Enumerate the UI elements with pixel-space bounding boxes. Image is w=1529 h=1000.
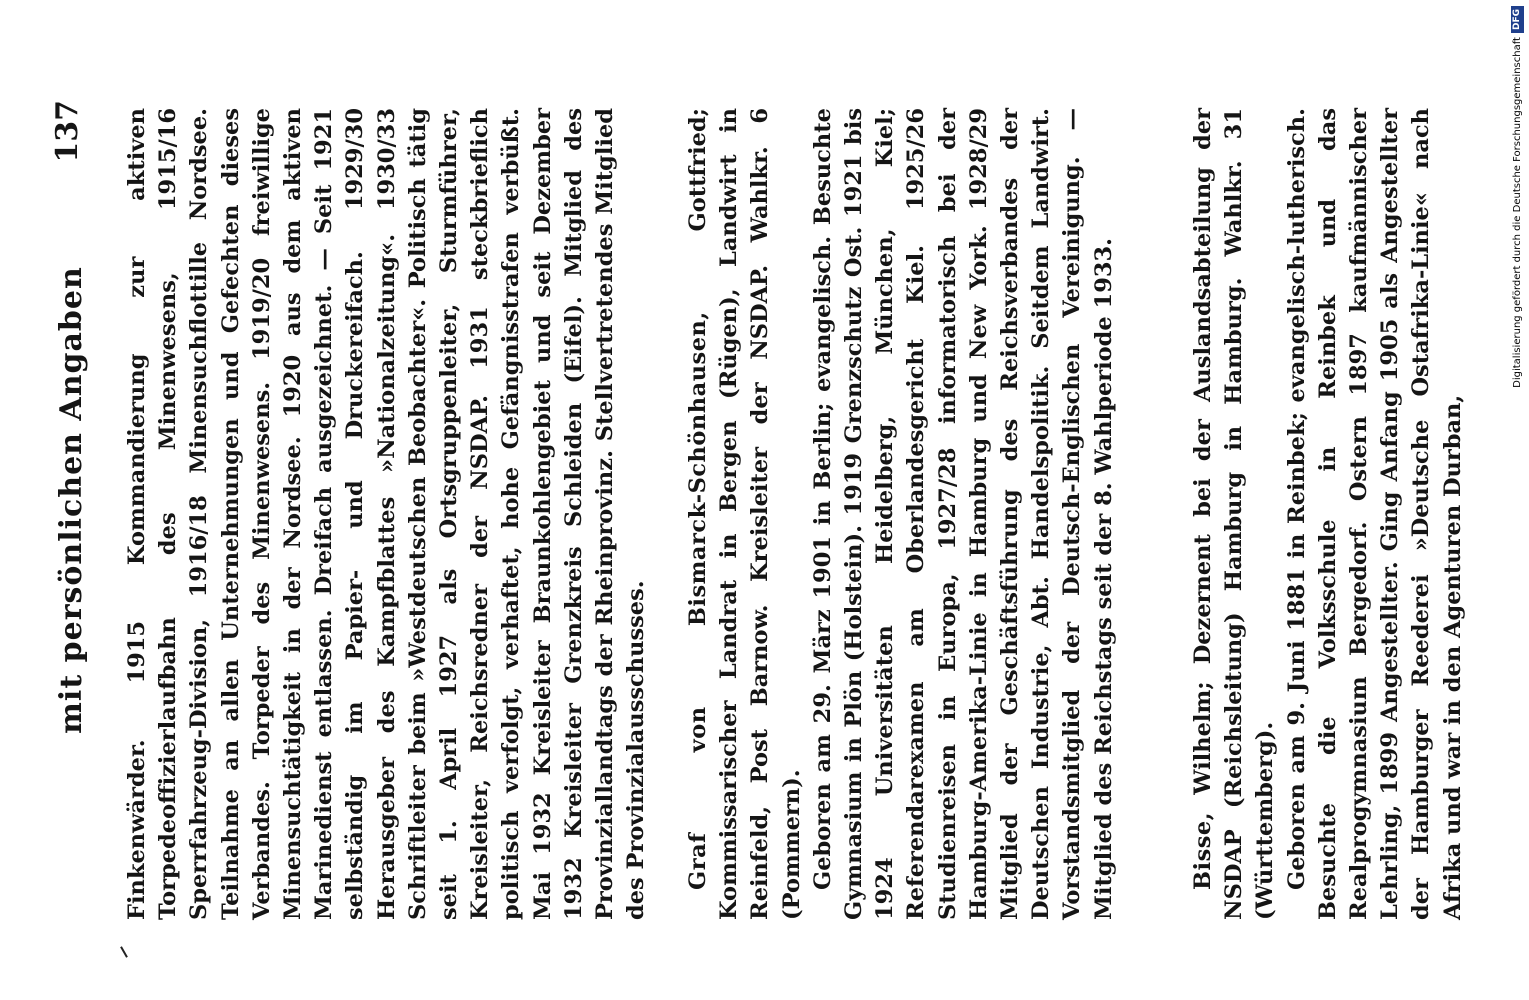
margin-mark bbox=[120, 946, 128, 957]
entry-bismarck bbox=[683, 108, 1120, 920]
entry-summary: Wilhelm; Dezernent bei der Auslandsabteilung der NSDAP (Reichsleitung) Hamburg in Hamburg. Wahlkr. 31 (Württemberg). bbox=[1190, 108, 1279, 920]
credit-text: Digitalisierung gefördert durch die Deutsche Forschungsgemeinschaft bbox=[1512, 37, 1523, 388]
entry-bisse bbox=[1188, 108, 1469, 920]
running-head bbox=[48, 70, 108, 930]
dfg-logo: DFG bbox=[1511, 6, 1524, 33]
entry-heading-paragraph bbox=[1188, 108, 1282, 920]
running-title: mit persönlichen Angaben bbox=[54, 266, 89, 734]
paragraph: Finkenwärder. 1915 Kommandierung zur aktiven Torpedeoffizierlaufbahn des Minenwesens, 1915/16 Sperrfahrzeug-Division, 1916/18 Minensuchflottille Nordsee. Teilnahme an allen Unternehmungen und Gefechten dieses Verbandes. Torpeder des Minenwesens. 1919/20 freiwillige Minensuchtätigkeit in der Nordsee. 1920 aus dem aktiven Marinedienst entlassen. Dreifach ausgezeichnet. — Seit 1921 selbständig im Papier- und Druckereifach. 1929/30 Herausgeber des Kampfblattes »Nationalzeitung«. 1930/33 Schriftleiter beim »Westdeutschen Beobachter«. Politisch tätig seit 1. April 1927 als Ortsgruppenleiter, Sturmführer, Kreisleiter, Reichsredner der NSDAP. 1931 steckbrieflich politisch verfolgt, verhaftet, hohe Gefängnisstrafen verbüßt. Mai 1932 Kreisleiter Braunkohlengebiet und seit Dezember 1932 Kreisleiter Grenzkreis Schleiden (Eifel). Mitglied des Provinziallandtags der Rheinprovinz. Stellvertretendes Mitglied des Provinzialausschusses. bbox=[124, 108, 650, 920]
entry-summary: Gottfried; Kommissarischer Landrat in Bergen (Rügen), Landwirt in Reinfeld, Post Barnow. Kreisleiter der NSDAP. Wahlkr. 6 (Pommern). bbox=[685, 108, 805, 920]
page-number: 137 bbox=[50, 100, 85, 163]
digitization-credit bbox=[1506, 0, 1529, 1000]
entry-name: Bisse, bbox=[1190, 811, 1216, 890]
entry-continuation bbox=[122, 108, 652, 920]
paragraph: Geboren am 29. März 1901 in Berlin; evangelisch. Besuchte Gymnasium in Plön (Holstein). 1919 Grenzschutz Ost. 1921 bis 1924 Universitäten Heidelberg, München, Kiel; Referendarexamen am Oberlandesgericht Kiel. 1925/26 Studienreisen in Europa, 1927/28 informatorisch bei der Hamburg-Amerika-Linie in Hamburg und New York. 1928/29 Mitglied der Geschäftsführung des Reichsverbandes der Deutschen Industrie, Abt. Handelspolitik. Seitdem Landwirt. Vorstandsmitglied der Deutsch-Englischen Vereinigung. — Mitglied des Reichstags seit der 8. Wahlperiode 1933. bbox=[809, 108, 1117, 920]
entry-name: Graf von Bismarck-Schönhausen, bbox=[685, 311, 711, 890]
paragraph: Geboren am 9. Juni 1881 in Reinbek; evangelisch-lutherisch. Besuchte die Volksschule in Reinbek und das Realprogymnasium Bergedorf. Ostern 1897 kaufmännischer Lehrling, 1899 Angestellter. Ging Anfang 1905 als Angestellter der Hamburger Reederei »Deutsche Ostafrika-Linie« nach Afrika und war in den Agenturen Durban, bbox=[1283, 108, 1466, 920]
entry-heading-paragraph bbox=[683, 108, 808, 920]
